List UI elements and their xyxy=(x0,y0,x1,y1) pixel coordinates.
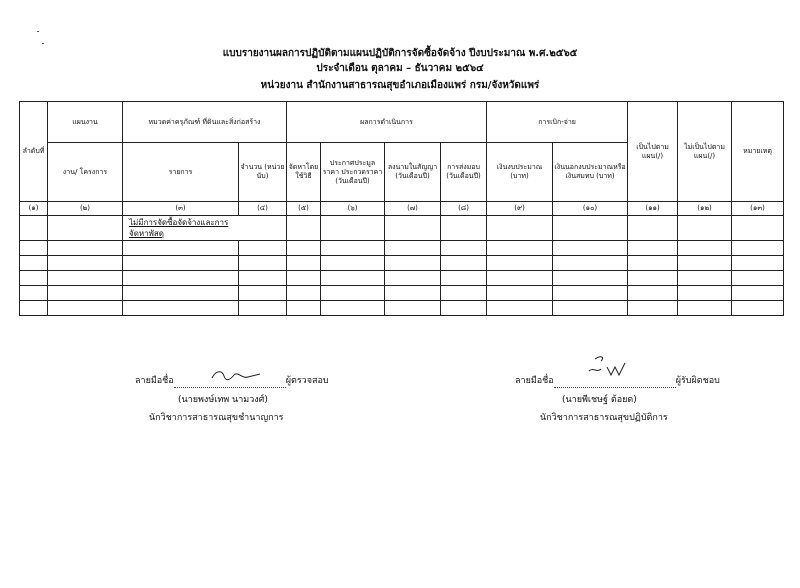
scan-speck xyxy=(42,43,44,44)
table-row xyxy=(20,271,784,286)
table-row xyxy=(20,241,784,256)
scan-speck xyxy=(37,31,39,32)
col-delivery-header: การส่งมอบ (วันเดือนปี) xyxy=(441,143,487,202)
right-signer-position: นักวิชาการสาธารณสุขปฏิบัติการ xyxy=(540,413,668,423)
col-contract-header: ลงนามในสัญญา (วันเดือนปี) xyxy=(385,143,441,202)
col-project-header: งาน/ โครงการ xyxy=(48,143,123,202)
left-signer-position: นักวิชาการสาธารณสุขชำนาญการ xyxy=(149,413,284,423)
left-sign-role: ผู้ตรวจสอบ xyxy=(285,376,329,386)
col-number: (๗) xyxy=(385,202,441,216)
group-plan-header: แผนงาน xyxy=(48,102,123,143)
procurement-report-table xyxy=(19,101,784,316)
group-category-header: หมวดค่าครุภัณฑ์ ที่ดินและสิ่งก่อสร้าง xyxy=(123,102,287,143)
col-announce-header: ประกาศประมูลราคา ประกวดราคา (วันเดือนปี) xyxy=(321,143,385,202)
group-result-header: ผลการดำเนินการ xyxy=(287,102,487,143)
report-title: แบบรายงานผลการปฏิบัติตามแผนปฏิบัติการจัดซื้อจัดจ้าง ปีงบประมาณ พ.ศ.๒๕๖๕ xyxy=(222,48,578,59)
right-signer-name: (นายพีเชษฐ์ ต้อยด) xyxy=(562,395,637,405)
right-sign-dots xyxy=(554,378,676,388)
col-number: (๑๐) xyxy=(553,202,628,216)
col-amount-header: จำนวน (หน่วยนับ) xyxy=(239,143,287,202)
note-line-1: ไม่มีการจัดซื้อจัดจ้างและการ xyxy=(129,218,229,227)
col-offbudget-header: เงินนอกงบประมาณหรือเงินสมทบ (บาท) xyxy=(553,143,628,202)
col-remark-header: หมายเหตุ xyxy=(732,102,784,202)
col-order-header: ลำดับที่ xyxy=(20,102,48,202)
report-agency: หน่วยงาน สำนักงานสาธารณสุขอำเภอเมืองแพร่ กรม/จังหวัดแพร่ xyxy=(260,80,540,91)
col-number: (๑๑) xyxy=(628,202,678,216)
col-number: (๘) xyxy=(441,202,487,216)
col-number: (๑๓) xyxy=(732,202,784,216)
col-number: (๒) xyxy=(48,202,123,216)
col-number: (๓) xyxy=(123,202,239,216)
left-sign-label: ลายมือชื่อ xyxy=(135,376,174,386)
col-item-header: รายการ xyxy=(123,143,239,202)
col-number: (๑๒) xyxy=(678,202,732,216)
col-method-header: จัดหาโดยใช้วิธี xyxy=(287,143,321,202)
left-signer-name: (นายพงษ์เทพ นามวงศ์) xyxy=(178,395,268,405)
col-number: (๙) xyxy=(487,202,553,216)
right-sign-label: ลายมือชื่อ xyxy=(515,376,554,386)
col-not-within-plan-header: ไม่เป็นไปตามแผน(/) xyxy=(678,102,732,202)
table-row xyxy=(20,256,784,271)
col-budget-header: เงินงบประมาณ (บาท) xyxy=(487,143,553,202)
left-signature-line xyxy=(135,375,329,388)
col-number: (๕) xyxy=(287,202,321,216)
col-number: (๖) xyxy=(321,202,385,216)
right-signature-line xyxy=(515,375,720,388)
report-period: ประจำเดือน ตุลาคม – ธันวาคม ๒๕๖๔ xyxy=(316,63,484,74)
table-row xyxy=(20,286,784,301)
col-number: (๑) xyxy=(20,202,48,216)
left-sign-dots xyxy=(174,378,286,388)
note-line-2: จัดหาพัสดุ xyxy=(129,229,164,238)
table-row xyxy=(20,301,784,316)
col-number: (๔) xyxy=(239,202,287,216)
col-within-plan-header: เป็นไปตามแผน(/) xyxy=(628,102,678,202)
right-sign-role: ผู้รับผิดชอบ xyxy=(675,376,720,386)
no-procurement-note xyxy=(123,216,287,241)
group-disburse-header: การเบิก-จ่าย xyxy=(487,102,628,143)
